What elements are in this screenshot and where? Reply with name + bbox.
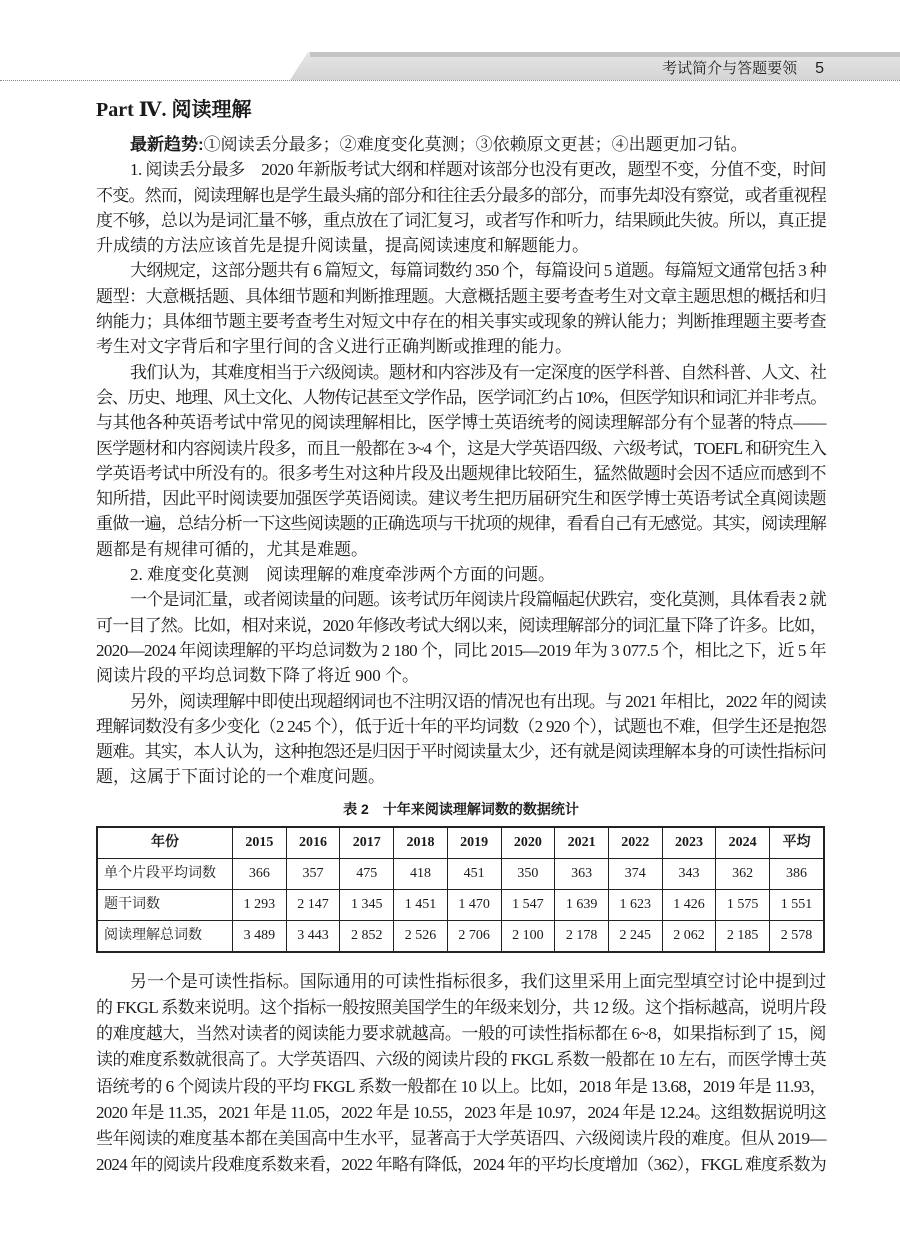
text-line [96,334,826,359]
text-line [96,1126,826,1152]
text-line [96,663,826,688]
table-cell: 1 547 [501,889,555,920]
column-header: 2019 [447,827,501,859]
table-cell: 451 [447,858,501,889]
paragraph-lead: 最新趋势: [130,135,204,154]
column-header: 年份 [97,827,233,859]
table-cell: 2 062 [662,920,716,952]
text-line [96,739,826,764]
line-text: 题，这属于下面讨论的一个难度问题。 [96,767,385,787]
line-text: 大纲规定，这部分题共有 6 篇短文，每篇词数约 350 个，每篇设问 5 道题。每篇短文通常包括 3 种 [130,261,826,281]
line-text: 读的难度系数就很高了。大学英语四、六级的阅读片段的 FKGL 系数一般都在 10 左右，而医学博士英 [96,1050,826,1070]
table-cell: 1 451 [394,889,448,920]
text-line [96,714,826,739]
column-header: 2020 [501,827,555,859]
table-cell: 343 [662,858,716,889]
table-cell: 350 [501,858,555,889]
column-header: 2018 [394,827,448,859]
body-text-bottom [96,969,826,1179]
line-text: 医学题材和内容阅读片段多，而且一般都在 3~4 个，这是大学英语四级、六级考试，TOEFL 和研究生入 [96,438,826,458]
table-cell: 1 470 [447,889,501,920]
line-text: 2024 年的阅读片段难度系数来看，2022 年略有降低，2024 年的平均长度增加（362），FKGL 难度系数为 [96,1155,826,1175]
line-text: 升成绩的方法应该首先是提升阅读量，提高阅读速度和解题能力。 [96,236,589,256]
text-line [96,385,826,410]
text-line [96,1100,826,1126]
table-caption: 表 2 十年来阅读理解词数的数据统计 [343,800,579,817]
table-cell: 1 639 [555,889,609,920]
row-label: 阅读理解总词数 [97,920,233,952]
page-body [96,96,826,1208]
word-count-table [96,826,825,953]
line-text: 度不够，总以为是词汇量不够，重点放在了词汇复习，或者写作和听力，结果顾此失彼。所以，真正提 [96,210,826,230]
line-text: 另外，阅读理解中即使出现超纲词也不注明汉语的情况也有出现。与 2021 年相比，2022 年的阅读 [130,691,826,711]
paragraph-lead: 2. 难度变化莫测 [130,565,266,585]
line-text: 些年阅读的难度基本都在美国高中生水平，显著高于大学英语四、六级阅读片段的难度。但从 2019— [96,1128,826,1148]
table-cell: 2 147 [286,889,340,920]
line-text: 纳能力；具体细节题主要考查考生对短文中存在的相关事实或现象的辨认能力；判断推理题主要考查 [96,312,826,332]
text-line [96,461,826,486]
table-cell: 1 551 [770,889,824,920]
table-cell: 2 100 [501,920,555,952]
line-text: 阅读片段的平均总词数下降了将近 900 个。 [96,666,419,686]
table-row [97,889,824,920]
text-line [96,360,826,385]
table-cell: 374 [608,858,662,889]
line-text: 题型：大意概括题、具体细节题和判断推理题。大意概括题主要考查考生对文章主题思想的概括和归 [96,286,826,306]
line-text: 阅读理解的难度牵涉两个方面的问题。 [266,565,555,585]
text-line [96,995,826,1021]
paragraph [96,157,826,258]
table-cell: 2 185 [716,920,770,952]
text-line [96,1021,826,1047]
header-divider [0,80,900,81]
text-line [96,764,826,789]
text-line [96,258,826,283]
paragraph [96,562,826,587]
line-text: 我们认为，其难度相当于六级阅读。题材和内容涉及有一定深度的医学科普、自然科普、人文、社 [130,362,826,382]
text-line [96,1047,826,1073]
column-header: 2017 [340,827,394,859]
line-text: 考生对文字背后和字里行间的含义进行正确判断或推理的能力。 [96,337,572,357]
column-header: 平均 [770,827,824,859]
paragraph [96,689,826,790]
table-cell: 1 426 [662,889,716,920]
table-row [97,858,824,889]
text-line [96,537,826,562]
line-text: 的 FKGL 系数来说明。这个指标一般按照美国学生的年级来划分，共 12 级。这个指标越高，说明片段 [96,997,826,1017]
text-line [96,587,826,612]
text-line [96,183,826,208]
line-text: 题难。其实，本人认为，这种抱怨还是归因于平时阅读量太少，还有就是阅读理解本身的可读性指标问 [96,742,826,762]
paragraph [96,969,826,1179]
table-cell: 2 852 [340,920,394,952]
column-header: 2024 [716,827,770,859]
table-cell: 2 706 [447,920,501,952]
text-line [96,284,826,309]
section-title: Part Ⅳ. 阅读理解 [96,99,252,121]
table-cell: 418 [394,858,448,889]
column-header: 2021 [555,827,609,859]
table-cell: 3 443 [286,920,340,952]
line-text: 2020 年是 11.35，2021 年是 11.05，2022 年是 10.55，2023 年是 10.97，2024 年是 12.24。这组数据说明这 [96,1102,826,1122]
text-line [96,233,826,258]
text-line [96,613,826,638]
table-cell: 362 [716,858,770,889]
text-line [96,562,826,587]
row-label: 题干词数 [97,889,233,920]
text-line [96,208,826,233]
column-header: 2016 [286,827,340,859]
line-text: 2020—2024 年阅读理解的平均总词数为 2 180 个，同比 2015—2019 年为 3 077.5 个，相比之下，近 5 年 [96,640,826,660]
line-text: 理解词数没有多少变化（2 245 个），低于近十年的平均词数（2 920 个），试题也不难，但学生还是抱怨 [96,716,826,736]
page-number: 5 [815,60,824,77]
line-text: 2020 年新版考试大纲和样题对该部分也没有更改，题型不变，分值不变，时间 [261,160,826,180]
table-cell: 1 623 [608,889,662,920]
table-row [97,920,824,952]
table-header-row [97,827,824,859]
line-text: 重做一遍，总结分析一下这些阅读题的正确选项与干扰项的规律，看看自己有无感觉。其实，阅读理解 [96,514,826,534]
text-line [96,969,826,995]
row-label: 单个片段平均词数 [97,858,233,889]
column-header: 2015 [233,827,287,859]
line-text: 可一目了然。比如，相对来说，2020 年修改考试大纲以来，阅读理解部分的词汇量下降了许多。比如， [96,615,826,635]
running-header [662,57,824,78]
line-text: 学英语考试中所没有的。很多考生对这种片段及出题规律比较陌生，猛然做题时会因不适应而感到不 [96,463,826,483]
text-line [96,486,826,511]
line-text: 另一个是可读性指标。国际通用的可读性指标很多，我们这里采用上面完型填空讨论中提到过 [130,971,826,991]
paragraph-lead: 1. 阅读丢分最多 [130,160,262,180]
text-line [96,132,826,157]
line-text: 与其他各种英语考试中常见的阅读理解相比，医学博士英语统考的阅读理解部分有个显著的特点—— [96,413,826,433]
table-cell: 357 [286,858,340,889]
paragraph [96,258,826,359]
body-text-top [96,132,826,790]
table-cell: 475 [340,858,394,889]
text-line [96,511,826,536]
text-line [96,309,826,334]
text-line [96,157,826,182]
line-text: 知所措，因此平时阅读要加强医学英语阅读。建议考生把历届研究生和医学博士英语考试全真阅读题 [96,489,826,509]
running-header-title: 考试简介与答题要领 [662,60,798,77]
text-line [96,638,826,663]
table-cell: 366 [233,858,287,889]
table-cell: 1 293 [233,889,287,920]
column-header: 2023 [662,827,716,859]
line-text: 会、历史、地理、风土文化、人物传记甚至文学作品，医学词汇约占 10%，但医学知识和词汇并非考点。 [96,387,826,407]
table-cell: 1 575 [716,889,770,920]
table-cell: 2 526 [394,920,448,952]
table-cell: 3 489 [233,920,287,952]
paragraph [96,132,826,157]
table-cell: 2 245 [608,920,662,952]
text-line [96,1152,826,1178]
table-cell: 2 578 [770,920,824,952]
text-line [96,436,826,461]
column-header: 2022 [608,827,662,859]
line-text: 一个是词汇量，或者阅读量的问题。该考试历年阅读片段篇幅起伏跌宕，变化莫测，具体看表 2 就 [130,590,826,610]
table-cell: 1 345 [340,889,394,920]
line-text: 题都是有规律可循的，尤其是难题。 [96,539,368,559]
table-cell: 386 [770,858,824,889]
text-line [96,689,826,714]
table-cell: 363 [555,858,609,889]
paragraph [96,587,826,688]
text-line [96,410,826,435]
paragraph [96,360,826,562]
text-line [96,1074,826,1100]
line-text: 的难度越大，当然对读者的阅读能力要求就越高。一般的可读性指标都在 6~8，如果指标到了 15，阅 [96,1024,826,1044]
table-cell: 2 178 [555,920,609,952]
line-text: ①阅读丢分最多；②难度变化莫测；③依赖原文更甚；④出题更加刁钻。 [203,135,748,154]
line-text: 语统考的 6 个阅读片段的平均 FKGL 系数一般都在 10 以上。比如，2018 年是 13.68，2019 年是 11.93， [96,1076,826,1096]
line-text: 不变。然而，阅读理解也是学生最头痛的部分和往往丢分最多的部分，而事先却没有察觉，或者重视程 [96,185,826,205]
